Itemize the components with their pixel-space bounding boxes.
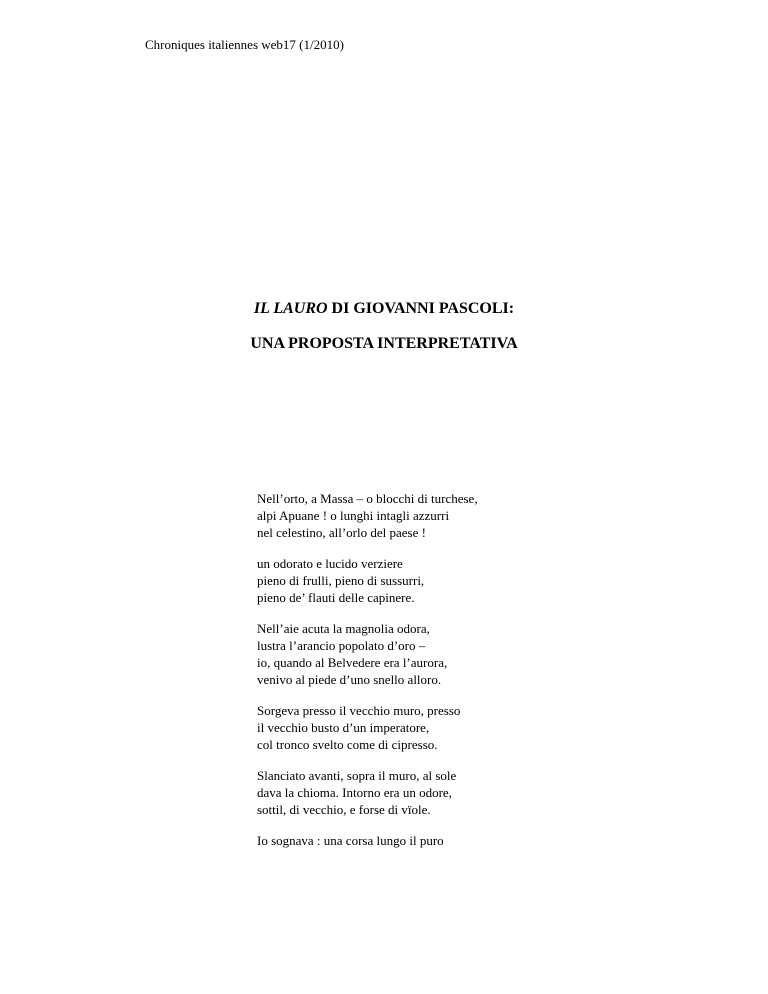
stanza bbox=[257, 767, 478, 818]
verse-line: un odorato e lucido verziere bbox=[257, 556, 403, 571]
verse-line: pieno de’ flauti delle capinere. bbox=[257, 590, 415, 605]
running-header: Chroniques italiennes web17 (1/2010) bbox=[145, 37, 344, 52]
verse-line: io, quando al Belvedere era l’aurora, bbox=[257, 655, 448, 670]
title-line-1 bbox=[0, 299, 768, 318]
article-title bbox=[0, 299, 768, 353]
verse-line: Nell’aie acuta la magnolia odora, bbox=[257, 621, 430, 636]
verse-line: alpi Apuane ! o lunghi intagli azzurri bbox=[257, 508, 450, 523]
verse-line: Sorgeva presso il vecchio muro, presso bbox=[257, 703, 461, 718]
verse-line: Slanciato avanti, sopra il muro, al sole bbox=[257, 768, 457, 783]
stanza bbox=[257, 555, 478, 606]
stanza bbox=[257, 702, 478, 753]
title-line-2: UNA PROPOSTA INTERPRETATIVA bbox=[250, 335, 518, 352]
verse-line: col tronco svelto come di cipresso. bbox=[257, 737, 438, 752]
stanza bbox=[257, 620, 478, 688]
verse-line: lustra l’arancio popolato d’oro – bbox=[257, 638, 426, 653]
verse-line: venivo al piede d’uno snello alloro. bbox=[257, 672, 442, 687]
verse-line: dava la chioma. Intorno era un odore, bbox=[257, 785, 452, 800]
verse-line: sottil, di vecchio, e forse di vïole. bbox=[257, 802, 431, 817]
stanza bbox=[257, 832, 478, 849]
verse-line: pieno di frulli, pieno di sussurri, bbox=[257, 573, 425, 588]
verse-line: Io sognava : una corsa lungo il puro bbox=[257, 833, 444, 848]
poem bbox=[257, 490, 478, 863]
stanza bbox=[257, 490, 478, 541]
verse-line: Nell’orto, a Massa – o blocchi di turchese, bbox=[257, 491, 478, 506]
verse-line: nel celestino, all’orlo del paese ! bbox=[257, 525, 426, 540]
verse-line: il vecchio busto d’un imperatore, bbox=[257, 720, 430, 735]
title-rest: DI GIOVANNI PASCOLI: bbox=[327, 300, 515, 317]
title-italic-part: IL LAURO bbox=[253, 300, 328, 317]
